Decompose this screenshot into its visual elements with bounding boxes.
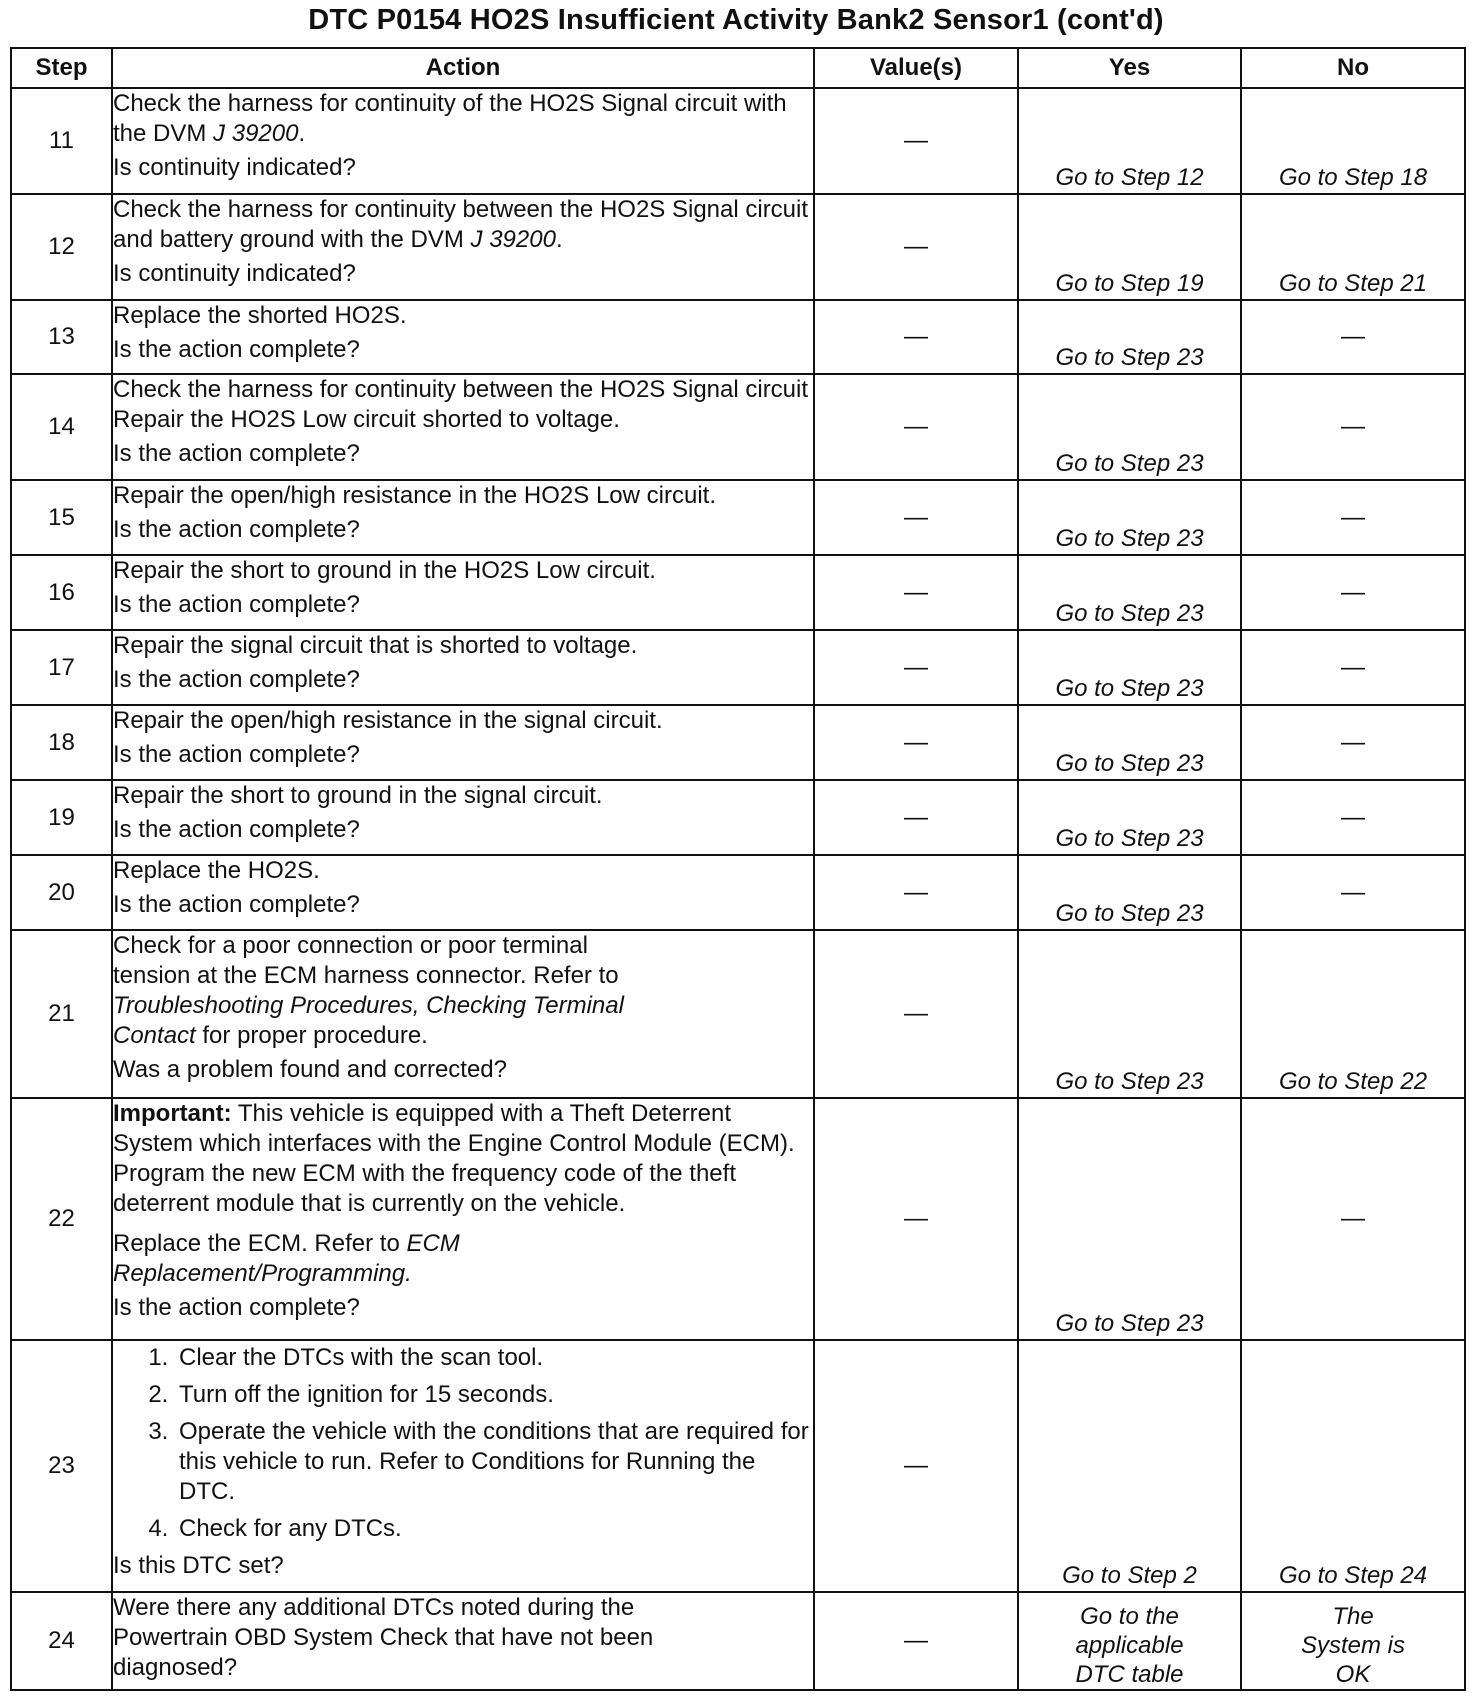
table-row-11 <box>11 88 1465 194</box>
value-cell: — <box>814 1098 1018 1340</box>
action-text: Check the harness for continuity between the HO2S Signal circuit Repair the HO2S Low circuit shorted to voltage. <box>113 376 809 433</box>
action-cell <box>112 1592 814 1690</box>
action-text: Repair the short to ground in the HO2S Low circuit. <box>113 557 656 584</box>
action-text: Repair the open/high resistance in the signal circuit. <box>113 707 663 734</box>
step-number: 22 <box>11 1098 112 1340</box>
no-cell: — <box>1241 705 1465 780</box>
yes-cell: Go to Step 19 <box>1018 194 1241 300</box>
action-cell <box>112 555 814 630</box>
action-text: Check the harness for continuity of the HO2S Signal circuit with the DVM <box>113 90 787 147</box>
action-question: Is continuity indicated? <box>113 260 356 287</box>
step-number: 21 <box>11 930 112 1098</box>
step-number: 13 <box>11 300 112 374</box>
yes-cell: Go to Step 23 <box>1018 780 1241 855</box>
value-cell: — <box>814 780 1018 855</box>
action-cell <box>112 705 814 780</box>
action-text: Repair the open/high resistance in the HO2S Low circuit. <box>113 482 716 509</box>
action-end: . <box>405 1260 412 1287</box>
action-text: Were there any additional DTCs noted during the Powertrain OBD System Check that have not been diagnosed? <box>113 1594 654 1681</box>
action-question: Is the action complete? <box>113 336 360 363</box>
no-cell: Go to Step 24 <box>1241 1340 1465 1592</box>
yes-cell: Go to Step 23 <box>1018 374 1241 480</box>
value-cell: — <box>814 1340 1018 1592</box>
no-cell: — <box>1241 480 1465 555</box>
action-text: Check the harness for continuity between the HO2S Signal circuit and battery ground with the DVM <box>113 196 809 253</box>
list-item: 4. Check for any DTCs. <box>175 1514 813 1544</box>
header-no: No <box>1241 48 1465 88</box>
yes-cell: Go to Step 2 <box>1018 1340 1241 1592</box>
step-number: 23 <box>11 1340 112 1592</box>
no-cell: — <box>1241 300 1465 374</box>
table-row-24 <box>11 1592 1465 1690</box>
value-cell: — <box>814 300 1018 374</box>
action-question: Is the action complete? <box>113 440 360 467</box>
no-cell: — <box>1241 630 1465 705</box>
yes-cell: Go to Step 23 <box>1018 630 1241 705</box>
step-number: 12 <box>11 194 112 300</box>
table-row-12 <box>11 194 1465 300</box>
important-label: Important: <box>113 1100 232 1127</box>
action-question: Is the action complete? <box>113 741 360 768</box>
header-action: Action <box>112 48 814 88</box>
action-text: Repair the signal circuit that is shorted to voltage. <box>113 632 638 659</box>
action-cell <box>112 1340 814 1592</box>
action-question: Is the action complete? <box>113 591 360 618</box>
action-text: Check for a poor connection or poor terminal tension at the ECM harness connector. Refer to <box>113 932 619 989</box>
header-row <box>11 48 1465 88</box>
yes-cell: Go to Step 23 <box>1018 300 1241 374</box>
no-cell: — <box>1241 374 1465 480</box>
value-cell: — <box>814 88 1018 194</box>
no-cell: The System is OK <box>1241 1592 1465 1690</box>
table-row-18 <box>11 705 1465 780</box>
important-text: This vehicle is equipped with a Theft Deterrent System which interfaces with the Engine Control Module (ECM). Program the new ECM with the frequency code of the theft deterrent module that is currently on the vehicle. <box>113 1100 795 1217</box>
action-text: Repair the short to ground in the signal circuit. <box>113 782 603 809</box>
table-row-14 <box>11 374 1465 480</box>
list-item: 3. Operate the vehicle with the conditions that are required for this vehicle to run. Refer to Conditions for Running the DTC. <box>175 1417 813 1507</box>
action-question: Was a problem found and corrected? <box>113 1056 507 1083</box>
action-cell <box>112 630 814 705</box>
value-cell: — <box>814 480 1018 555</box>
value-cell: — <box>814 630 1018 705</box>
list-item: 2. Turn off the ignition for 15 seconds. <box>175 1380 813 1410</box>
yes-cell: Go to Step 23 <box>1018 480 1241 555</box>
yes-cell: Go to Step 12 <box>1018 88 1241 194</box>
no-cell: Go to Step 22 <box>1241 930 1465 1098</box>
action-text: Replace the ECM. Refer to <box>113 1230 400 1257</box>
action-question: Is the action complete? <box>113 816 360 843</box>
action-cell <box>112 88 814 194</box>
action-end: . <box>298 120 306 147</box>
action-question: Is continuity indicated? <box>113 154 356 181</box>
yes-cell: Go to Step 23 <box>1018 855 1241 930</box>
no-cell: — <box>1241 555 1465 630</box>
value-cell: — <box>814 1592 1018 1690</box>
yes-cell: Go to Step 23 <box>1018 555 1241 630</box>
list-item: 1. Clear the DTCs with the scan tool. <box>175 1343 813 1373</box>
step-number: 24 <box>11 1592 112 1690</box>
no-cell: Go to Step 18 <box>1241 88 1465 194</box>
action-text: Replace the shorted HO2S. <box>113 302 407 329</box>
action-question: Is the action complete? <box>113 1294 360 1321</box>
step-number: 15 <box>11 480 112 555</box>
no-cell: — <box>1241 855 1465 930</box>
step-number: 20 <box>11 855 112 930</box>
table-row-19 <box>11 780 1465 855</box>
table-row-17 <box>11 630 1465 705</box>
tool-reference: J 39200 <box>213 120 299 147</box>
yes-cell: Go to the applicable DTC table <box>1018 1592 1241 1690</box>
yes-cell: Go to Step 23 <box>1018 705 1241 780</box>
step-number: 18 <box>11 705 112 780</box>
action-text: Replace the HO2S. <box>113 857 320 884</box>
value-cell: — <box>814 705 1018 780</box>
header-step: Step <box>11 48 112 88</box>
tool-reference: J 39200 <box>470 226 556 253</box>
action-question: Is the action complete? <box>113 666 360 693</box>
yes-cell: Go to Step 23 <box>1018 1098 1241 1340</box>
step-number: 17 <box>11 630 112 705</box>
value-cell: — <box>814 194 1018 300</box>
action-end: for proper procedure. <box>195 1022 428 1049</box>
value-cell: — <box>814 374 1018 480</box>
procedure-reference: Troubleshooting Procedures, Checking Terminal Contact <box>113 992 624 1049</box>
yes-cell: Go to Step 23 <box>1018 930 1241 1098</box>
action-question: Is the action complete? <box>113 516 360 543</box>
step-number: 16 <box>11 555 112 630</box>
procedure-list <box>113 1343 813 1544</box>
table-row-21 <box>11 930 1465 1098</box>
no-cell: — <box>1241 1098 1465 1340</box>
action-cell <box>112 480 814 555</box>
page-title: DTC P0154 HO2S Insufficient Activity Bank2 Sensor1 (cont'd) <box>308 4 1164 36</box>
table-row-23 <box>11 1340 1465 1592</box>
table-row-13 <box>11 300 1465 374</box>
value-cell: — <box>814 930 1018 1098</box>
value-cell: — <box>814 855 1018 930</box>
table-row-15 <box>11 480 1465 555</box>
action-question: Is the action complete? <box>113 891 360 918</box>
no-cell: Go to Step 21 <box>1241 194 1465 300</box>
procedure-reference: ECM Replacement/Programming <box>113 1230 460 1287</box>
header-yes: Yes <box>1018 48 1241 88</box>
action-question: Is this DTC set? <box>113 1552 284 1579</box>
action-cell <box>112 300 814 374</box>
table-row-20 <box>11 855 1465 930</box>
important-note <box>113 1099 813 1219</box>
action-cell <box>112 780 814 855</box>
table-row-22 <box>11 1098 1465 1340</box>
dtc-table <box>10 47 1466 1691</box>
action-cell <box>112 374 814 480</box>
step-number: 19 <box>11 780 112 855</box>
no-cell: — <box>1241 780 1465 855</box>
step-number: 14 <box>11 374 112 480</box>
action-cell <box>112 1098 814 1340</box>
action-cell <box>112 194 814 300</box>
action-cell <box>112 855 814 930</box>
action-cell <box>112 930 814 1098</box>
step-number: 11 <box>11 88 112 194</box>
table-row-16 <box>11 555 1465 630</box>
header-values: Value(s) <box>814 48 1018 88</box>
value-cell: — <box>814 555 1018 630</box>
action-end: . <box>555 226 563 253</box>
